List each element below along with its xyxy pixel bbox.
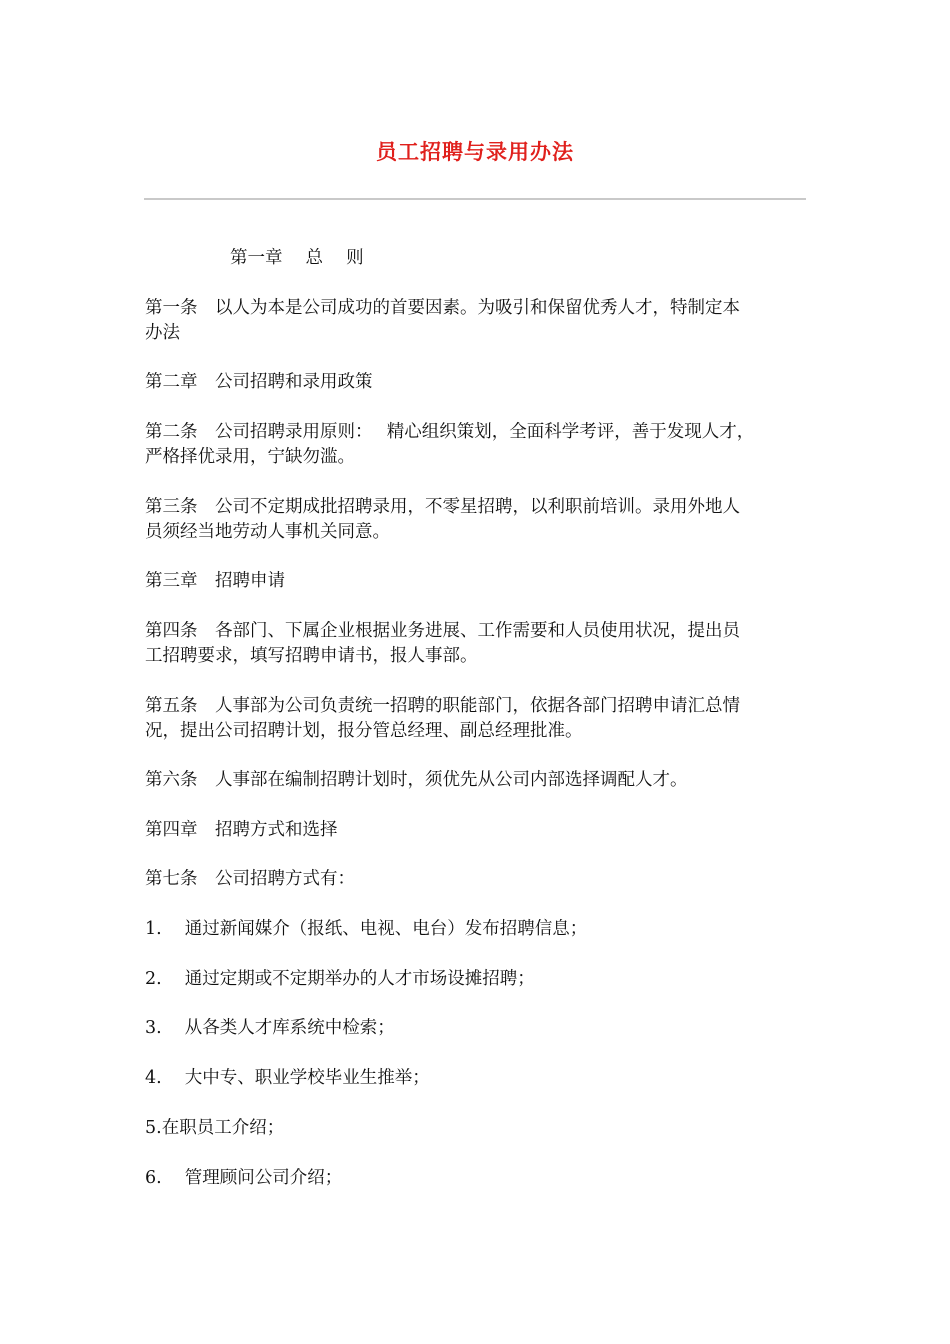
list-item: 6. 管理顾问公司介绍； xyxy=(145,1168,343,1188)
chapter-heading: 第二章 公司招聘和录用政策 xyxy=(145,372,373,392)
title-divider xyxy=(144,198,806,200)
article-text: 第六条 人事部在编制招聘计划时，须优先从公司内部选择调配人才。 xyxy=(145,770,688,790)
list-item: 2. 通过定期或不定期举办的人才市场设摊招聘； xyxy=(145,969,535,989)
article-text: 严格择优录用，宁缺勿滥。 xyxy=(145,447,355,467)
document-title: 员工招聘与录用办法 xyxy=(376,140,574,164)
article-text: 第七条 公司招聘方式有： xyxy=(145,869,355,889)
article-text: 况，提出公司招聘计划，报分管总经理、副总经理批准。 xyxy=(145,721,583,741)
list-item: 4. 大中专、职业学校毕业生推举； xyxy=(145,1068,430,1088)
article-text: 工招聘要求，填写招聘申请书，报人事部。 xyxy=(145,646,478,666)
article-text: 第二条 公司招聘录用原则： 精心组织策划，全面科学考评，善于发现人才， xyxy=(145,422,755,442)
article-text: 第一条 以人为本是公司成功的首要因素。为吸引和保留优秀人才，特制定本 xyxy=(145,298,740,318)
list-item: 3. 从各类人才库系统中检索； xyxy=(145,1018,395,1038)
chapter-heading: 第四章 招聘方式和选择 xyxy=(145,820,338,840)
article-text: 第四条 各部门、下属企业根据业务进展、工作需要和人员使用状况，提出员 xyxy=(145,621,740,641)
article-text: 第三条 公司不定期成批招聘录用，不零星招聘，以利职前培训。录用外地人 xyxy=(145,497,740,517)
list-item: 5.在职员工介绍； xyxy=(145,1118,285,1138)
chapter-heading: 第一章 总 则 xyxy=(230,248,364,268)
chapter-heading: 第三章 招聘申请 xyxy=(145,571,285,591)
article-text: 办法 xyxy=(145,323,180,343)
article-text: 第五条 人事部为公司负责统一招聘的职能部门，依据各部门招聘申请汇总情 xyxy=(145,696,740,716)
list-item: 1. 通过新闻媒介（报纸、电视、电台）发布招聘信息； xyxy=(145,919,588,939)
article-text: 员须经当地劳动人事机关同意。 xyxy=(145,522,390,542)
